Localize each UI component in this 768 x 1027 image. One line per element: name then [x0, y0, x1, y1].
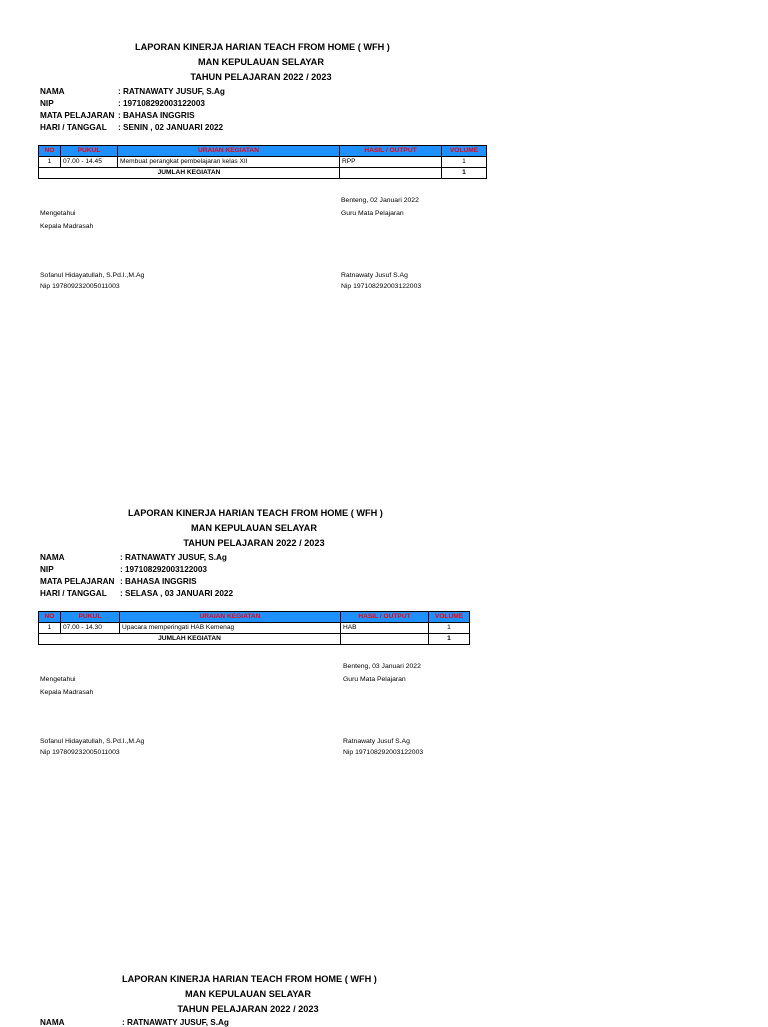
cell-volume: 1	[442, 157, 487, 168]
cell-no: 1	[39, 157, 61, 168]
teacher-nip: Nip 197108292003122003	[341, 283, 422, 290]
report-title: LAPORAN KINERJA HARIAN TEACH FROM HOME ( WFH )	[135, 42, 390, 52]
teacher-role: Guru Mata Pelajaran	[341, 210, 404, 217]
table-header-row	[39, 612, 470, 623]
place-date: Benteng, 02 Januari 2022	[341, 197, 419, 204]
cell-activity: Upacara memperingati HAB Kemenag	[120, 623, 341, 634]
header-no: NO	[39, 146, 61, 157]
cell-output: RPP	[340, 157, 442, 168]
teacher-name: Ratnawaty Jusuf S.Ag	[341, 272, 408, 279]
table-row	[39, 623, 470, 634]
teacher-nip: Nip 197108292003122003	[343, 749, 424, 756]
header-uraian: URAIAN KEGIATAN	[120, 612, 341, 623]
principal-nip: Nip 197809232005011003	[40, 283, 120, 290]
header-hasil: HASIL / OUTPUT	[341, 612, 429, 623]
header-no: NO	[39, 612, 61, 623]
principal-name: Sofanul Hidayatullah, S.Pd.I.,M.Ag	[40, 738, 145, 745]
place-date: Benteng, 03 Januari 2022	[343, 663, 421, 670]
school-name: MAN KEPULAUAN SELAYAR	[198, 57, 324, 67]
cell-output: HAB	[341, 623, 429, 634]
header-volume: VOLUME	[429, 612, 470, 623]
total-row	[39, 634, 470, 645]
acknowledged-label: Mengetahui	[40, 210, 76, 217]
total-empty	[340, 168, 442, 179]
header-hasil: HASIL / OUTPUT	[340, 146, 442, 157]
academic-year: TAHUN PELAJARAN 2022 / 2023	[177, 1004, 319, 1014]
total-empty	[341, 634, 429, 645]
report-title: LAPORAN KINERJA HARIAN TEACH FROM HOME ( WFH )	[128, 508, 383, 518]
principal-role: Kepala Madrasah	[40, 223, 94, 230]
cell-time: 07.00 - 14.30	[61, 623, 120, 634]
header-pukul: PUKUL	[61, 146, 118, 157]
header-pukul: PUKUL	[61, 612, 120, 623]
principal-role: Kepala Madrasah	[40, 689, 94, 696]
activity-table	[38, 145, 487, 179]
academic-year: TAHUN PELAJARAN 2022 / 2023	[190, 72, 332, 82]
report-title: LAPORAN KINERJA HARIAN TEACH FROM HOME ( WFH )	[122, 974, 377, 984]
table-header-row	[39, 146, 487, 157]
header-volume: VOLUME	[442, 146, 487, 157]
cell-time: 07.00 - 14.45	[61, 157, 118, 168]
cell-activity: Membuat perangkat pembelajaran kelas XII	[118, 157, 340, 168]
cell-volume: 1	[429, 623, 470, 634]
total-label: JUMLAH KEGIATAN	[39, 168, 340, 179]
principal-nip: Nip 197809232005011003	[40, 749, 120, 756]
principal-name: Sofanul Hidayatullah, S.Pd.I.,M.Ag	[40, 272, 145, 279]
teacher-role: Guru Mata Pelajaran	[343, 676, 406, 683]
academic-year: TAHUN PELAJARAN 2022 / 2023	[183, 538, 325, 548]
total-row	[39, 168, 487, 179]
teacher-name: Ratnawaty Jusuf S.Ag	[343, 738, 410, 745]
acknowledged-label: Mengetahui	[40, 676, 76, 683]
header-uraian: URAIAN KEGIATAN	[118, 146, 340, 157]
total-value: 1	[442, 168, 487, 179]
cell-no: 1	[39, 623, 61, 634]
school-name: MAN KEPULAUAN SELAYAR	[185, 989, 311, 999]
table-row	[39, 157, 487, 168]
total-label: JUMLAH KEGIATAN	[39, 634, 341, 645]
school-name: MAN KEPULAUAN SELAYAR	[191, 523, 317, 533]
activity-table	[38, 611, 470, 645]
total-value: 1	[429, 634, 470, 645]
